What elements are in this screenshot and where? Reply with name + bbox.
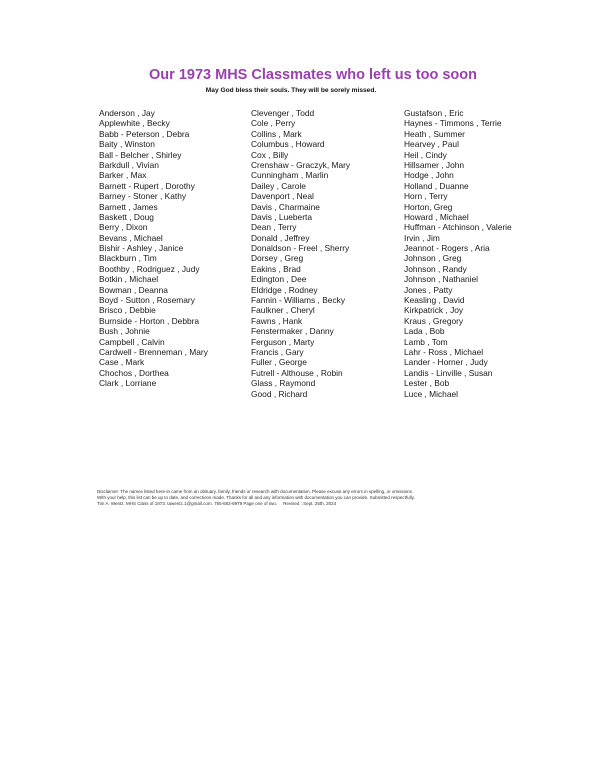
list-item: Campbell , Calvin <box>99 336 165 347</box>
list-item: Huffman - Atchinson , Valerie <box>404 222 512 233</box>
list-item: Glass , Raymond <box>251 378 316 389</box>
list-item: Faulkner , Cheryl <box>251 305 315 316</box>
disclaimer-line: With your help, this list can be up to date, and corrections made. Thanks for all and any information with documentation you can provide. Submitted respectfully, <box>97 495 415 500</box>
list-item: Cole , Perry <box>251 118 296 129</box>
list-item: Lander - Horner , Judy <box>404 357 488 368</box>
list-item: Edington , Dee <box>251 274 307 285</box>
names-column-1 <box>99 108 208 389</box>
list-item: Davis , Charmaine <box>251 201 320 212</box>
names-column-3 <box>404 108 516 399</box>
list-item: Chochos , Dorthea <box>99 367 169 378</box>
list-item: Lahr - Ross , Michael <box>404 346 484 357</box>
list-item: Hillsamer , John <box>404 159 465 170</box>
list-item: Berry , Dixon <box>99 222 148 233</box>
list-item: Case , Mark <box>99 357 145 368</box>
list-item: Barker , Max <box>99 170 147 181</box>
list-item: Fuller , George <box>251 357 307 368</box>
list-item: Bush , Johnie <box>99 326 150 337</box>
list-item: Lester , Bob <box>404 378 450 389</box>
list-item: Dean , Terry <box>251 222 297 233</box>
list-item: Barkdull , Vivian <box>99 159 159 170</box>
list-item: Johnson , Greg <box>404 253 462 264</box>
list-item: Columbus , Howard <box>251 139 325 150</box>
list-item: Heath , Summer <box>404 128 465 139</box>
list-item: Clark , Lorriane <box>99 378 157 389</box>
list-item: Baskett , Doug <box>99 211 154 222</box>
list-item: Holland , Duanne <box>404 180 469 191</box>
list-item: Barney - Stoner , Kathy <box>99 191 187 202</box>
list-item: Fawns , Hank <box>251 315 303 326</box>
list-item: Lada , Bob <box>404 326 445 337</box>
page-title: Our 1973 MHS Classmates who left us too soon <box>149 67 477 83</box>
list-item: Irvin , Jim <box>404 232 440 243</box>
list-item: Howard , Michael <box>404 211 469 222</box>
signature-text: Tim A. Wentz. MHS Class of 1973. tawentz.1@gmail.com. 765-683-8979 Page one of two. <box>97 501 278 506</box>
list-item: Cardwell - Brenneman , Mary <box>99 346 208 357</box>
list-item: Boothby , Rodriguez , Judy <box>99 263 200 274</box>
disclaimer-line: Disclaimer: The names listed here-in came from an obituary, family, friends or research with documentation. Please excuse any errors in spelling, or omissions. <box>97 489 414 494</box>
list-item: Clevenger , Todd <box>251 108 315 118</box>
list-item: Ferguson , Marty <box>251 336 315 347</box>
list-item: Good , Richard <box>251 388 308 399</box>
list-item: Fenstermaker , Danny <box>251 326 334 337</box>
list-item: Ball - Belcher , Shirley <box>99 149 182 160</box>
list-item: Burnside - Horton , Debbra <box>99 315 200 326</box>
list-item: Blackburn , Tim <box>99 253 157 264</box>
list-item: Collins , Mark <box>251 128 302 139</box>
list-item: Keasling , David <box>404 295 465 306</box>
page-subtitle: May God bless their souls. They will be sorely missed. <box>205 87 377 94</box>
list-item: Gustafson , Eric <box>404 108 464 118</box>
list-item: Heil , Cindy <box>404 149 447 160</box>
list-item: Eakins , Brad <box>251 263 301 274</box>
list-item: Crenshaw - Graczyk, Mary <box>251 159 351 170</box>
list-item: Johnson , Randy <box>404 263 467 274</box>
list-item: Brisco , Debbie <box>99 305 156 316</box>
list-item: Barnett , James <box>99 201 158 212</box>
list-item: Davenport , Neal <box>251 191 314 202</box>
list-item: Donald , Jeffrey <box>251 232 310 243</box>
list-item: Landis - Linville , Susan <box>404 367 493 378</box>
list-item: Bowman , Deanna <box>99 284 168 295</box>
list-item: Cox , Billy <box>251 149 289 160</box>
list-item: Fannin - Williams , Becky <box>251 295 346 306</box>
revised-date: Revised : Sept. 25th, 2024 <box>283 501 337 506</box>
list-item: Lamb , Tom <box>404 336 448 347</box>
list-item: Babb - Peterson , Debra <box>99 128 190 139</box>
list-item: Eldridge , Rodney <box>251 284 318 295</box>
list-item: Horton, Greg <box>404 201 453 212</box>
list-item: Donaldson - Freel , Sherry <box>251 243 350 254</box>
list-item: Jones , Patty <box>404 284 453 295</box>
list-item: Davis , Lueberta <box>251 211 312 222</box>
list-item: Botkin , Michael <box>99 274 159 285</box>
list-item: Cunningham , Marlin <box>251 170 329 181</box>
disclaimer <box>97 489 527 507</box>
list-item: Boyd - Sutton , Rosemary <box>99 295 195 306</box>
list-item: Kirkpatrick , Joy <box>404 305 464 316</box>
list-item: Bishir - Ashley , Janice <box>99 243 184 254</box>
list-item: Haynes - Timmons , Terrie <box>404 118 502 129</box>
list-item: Anderson , Jay <box>99 108 155 118</box>
list-item: Dailey , Carole <box>251 180 306 191</box>
list-item: Bevans , Michael <box>99 232 163 243</box>
list-item: Jeannot - Rogers , Aria <box>404 243 490 254</box>
list-item: Johnson , Nathaniel <box>404 274 479 285</box>
names-column-2 <box>251 108 350 399</box>
list-item: Dorsey , Greg <box>251 253 304 264</box>
list-item: Horn , Terry <box>404 191 448 202</box>
list-item: Kraus , Gregory <box>404 315 464 326</box>
signature-line <box>97 501 527 507</box>
list-item: Baity , Winston <box>99 139 155 150</box>
list-item: Hodge , John <box>404 170 454 181</box>
list-item: Luce , Michael <box>404 388 458 399</box>
list-item: Barnett - Rupert , Dorothy <box>99 180 195 191</box>
list-item: Francis , Gary <box>251 346 304 357</box>
list-item: Futrell - Althouse , Robin <box>251 367 343 378</box>
list-item: Hearvey , Paul <box>404 139 459 150</box>
list-item: Applewhite , Becky <box>99 118 170 129</box>
